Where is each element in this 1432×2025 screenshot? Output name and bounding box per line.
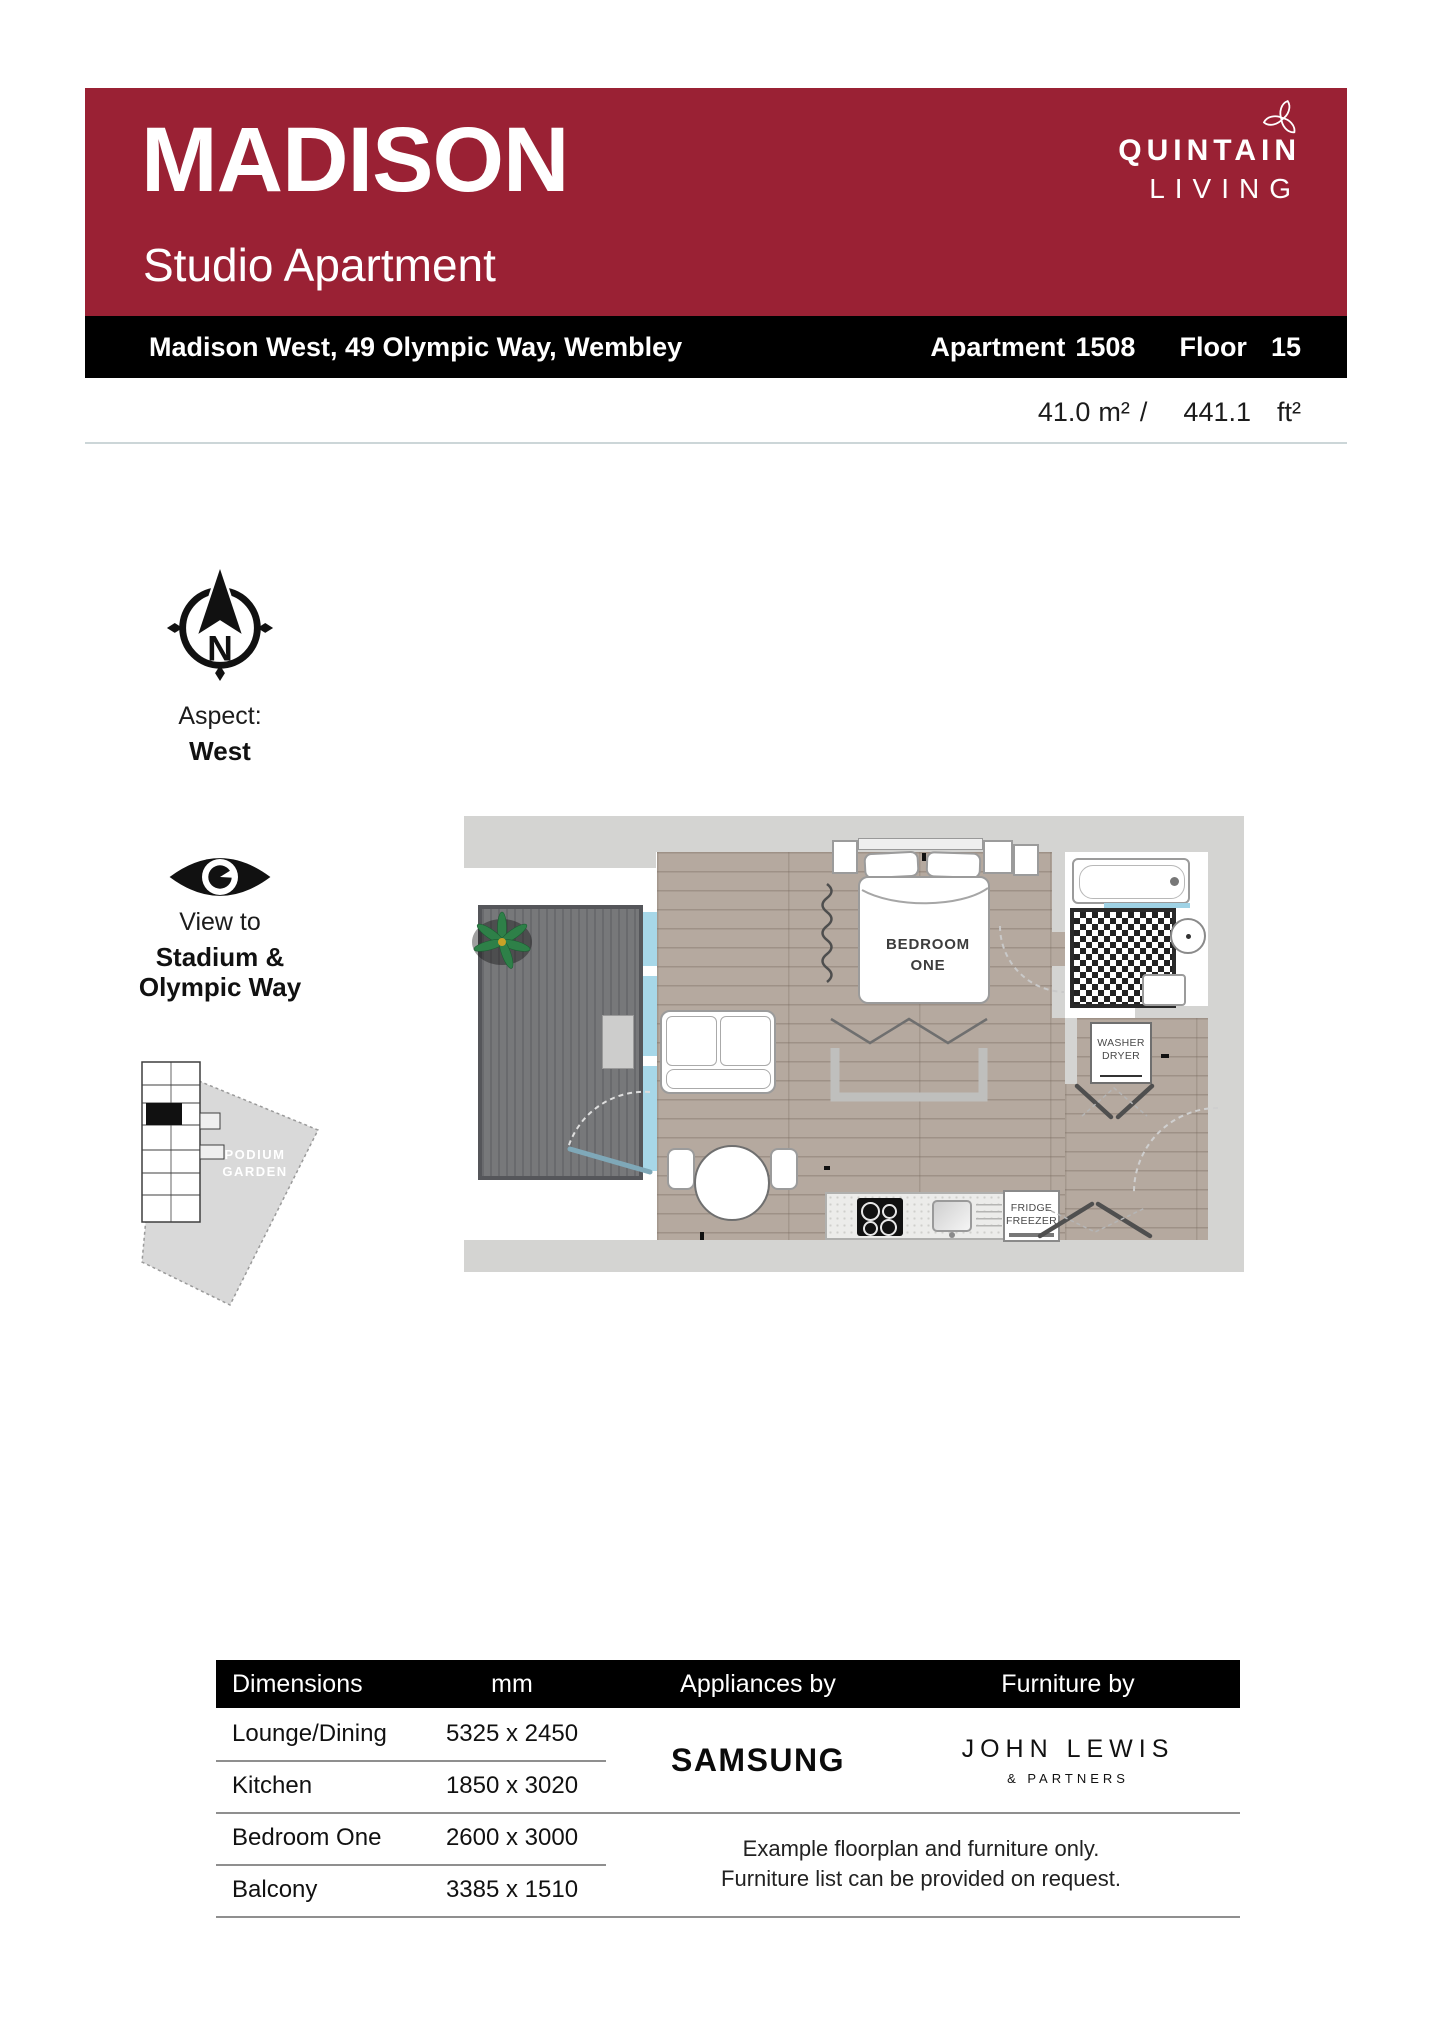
room-label: Kitchen <box>232 1772 313 1799</box>
apartment-label: Apartment <box>930 331 1066 362</box>
fridge-freezer-label: FRIDGE FREEZER <box>1005 1202 1058 1227</box>
room-size: 5325 x 2450 <box>445 1720 579 1747</box>
area-slash: / <box>1139 396 1148 427</box>
podium-garden-label: PODIUM GARDEN <box>222 1147 288 1179</box>
address-bar <box>85 316 1347 378</box>
apartment-number: 1508 <box>1075 331 1136 362</box>
area-summary <box>85 390 1347 434</box>
room-size: 2600 x 3000 <box>445 1824 579 1851</box>
svg-text:N: N <box>207 628 233 669</box>
room-size: 1850 x 3020 <box>445 1772 579 1799</box>
col-header-mm: mm <box>491 1670 533 1698</box>
floor-number: 15 <box>1270 331 1301 362</box>
brand-logo <box>1118 134 1301 205</box>
col-header-furniture: Furniture by <box>1001 1670 1135 1698</box>
page-subtitle: Studio Apartment <box>143 239 496 291</box>
room-label: Balcony <box>232 1876 318 1903</box>
divider <box>85 442 1347 444</box>
floor-label: Floor <box>1179 331 1247 362</box>
curtain <box>823 884 832 982</box>
view-value-line2: Olympic Way <box>138 972 302 1002</box>
bedroom-label: BEDROOM ONE <box>886 936 970 974</box>
floorplan <box>464 816 1244 1276</box>
brand-name: QUINTAIN <box>1118 134 1301 167</box>
address-text: Madison West, 49 Olympic Way, Wembley <box>149 331 683 362</box>
area-metric-unit: m² <box>1098 396 1130 427</box>
trillium-flower-icon <box>1259 96 1305 145</box>
aspect-value: West <box>189 736 251 766</box>
col-header-appliances: Appliances by <box>680 1670 836 1698</box>
area-metric-value: 41.0 <box>1037 396 1091 427</box>
double-door <box>1118 1086 1152 1117</box>
disclaimer-note: Example floorplan and furniture only. Furniture list can be provided on request. <box>721 1836 1121 1891</box>
room-size: 3385 x 1510 <box>445 1876 579 1903</box>
site-plan <box>130 1055 340 1345</box>
balcony-door <box>570 1149 650 1172</box>
appliances-brand-logo: SAMSUNG <box>670 1741 846 1778</box>
plant-icon <box>472 912 532 970</box>
wardrobe-doors <box>831 1019 987 1043</box>
room-label: Lounge/Dining <box>232 1720 387 1747</box>
dimensions-table <box>216 1660 1240 1918</box>
double-door <box>1077 1086 1111 1117</box>
header-banner <box>85 88 1347 316</box>
room-label: Bedroom One <box>232 1824 382 1851</box>
area-imperial-unit: ft² <box>1277 396 1301 427</box>
compass-north-icon <box>161 562 279 693</box>
page-title: MADISON <box>141 109 569 211</box>
table-header-row <box>216 1660 1240 1708</box>
washer-dryer-label: WASHER DRYER <box>1097 1037 1145 1062</box>
view-value-line1: Stadium & <box>155 942 285 972</box>
eye-icon <box>166 847 274 912</box>
furniture-brand-logo: JOHN LEWIS & PARTNERS <box>961 1734 1175 1786</box>
table-bottom-divider <box>216 1916 1240 1918</box>
area-imperial-value: 441.1 <box>1183 396 1251 427</box>
floorplan-overlay <box>464 816 1244 1276</box>
aspect-label: Aspect: <box>178 702 262 730</box>
brand-name-sub: LIVING <box>1149 173 1301 204</box>
view-label: View to <box>179 908 261 936</box>
apartment-info <box>930 332 1301 363</box>
unit-location-marker <box>146 1103 182 1125</box>
storage-unit <box>835 1048 983 1097</box>
col-header-dimensions: Dimensions <box>232 1670 363 1698</box>
